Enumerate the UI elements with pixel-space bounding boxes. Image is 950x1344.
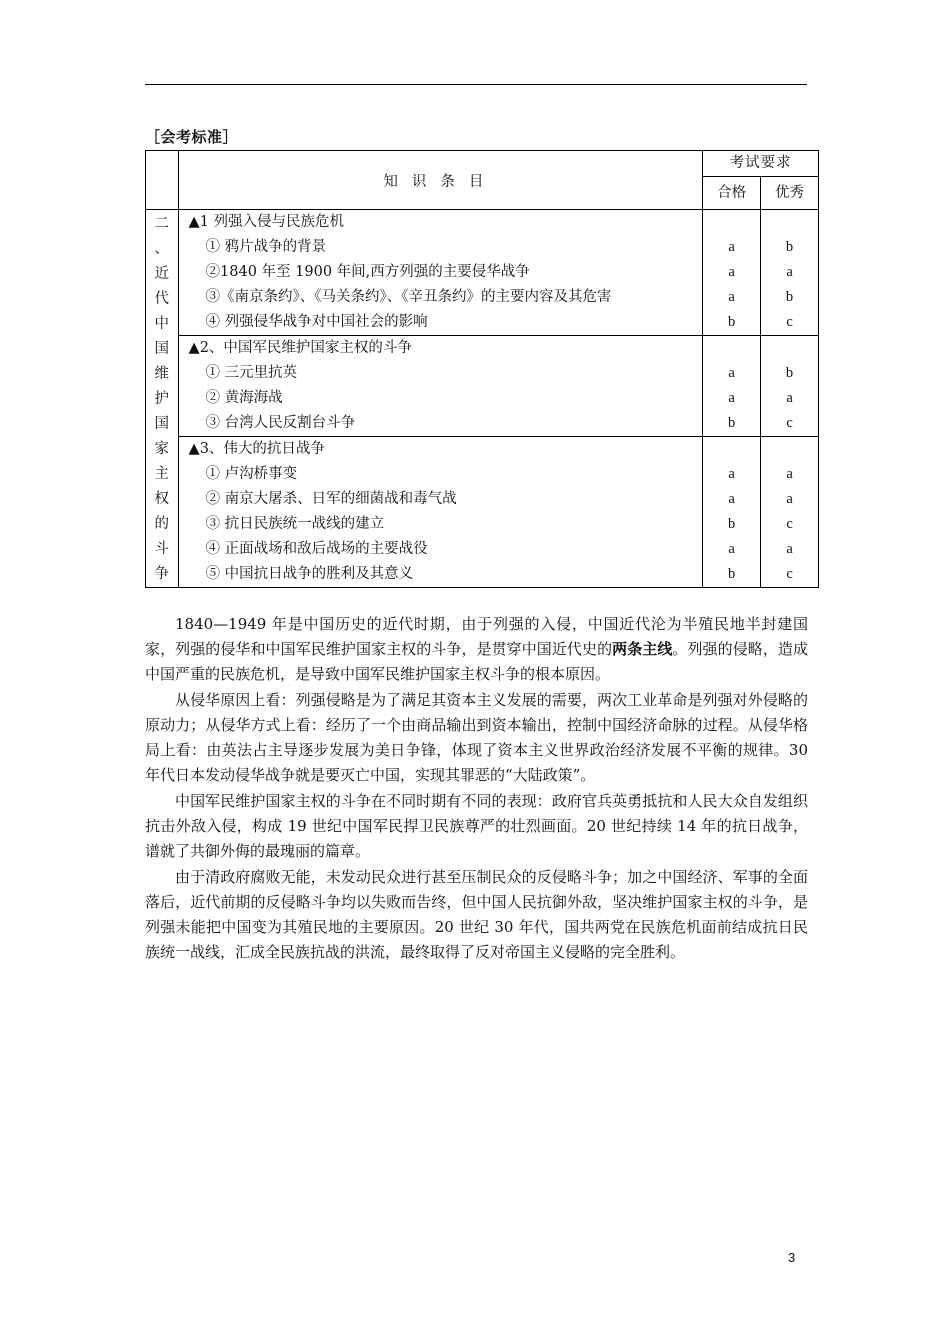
grade-value: a [728,289,735,305]
header-rule [145,84,807,85]
grade-value: a [728,541,735,557]
table-row [146,437,819,588]
grade-value: a [728,264,735,280]
grade-value: b [785,289,794,305]
group-title: ▲2、中国军民维护国家主权的斗争 [188,340,412,356]
section-heading: ［会考标准］ [145,128,239,146]
grade-value: c [786,415,793,431]
unit-char: 国 [154,341,170,357]
list-item: ④ 列强侵华战争对中国社会的影响 [205,314,428,330]
group-cell [178,210,703,336]
unit-char: 权 [154,491,170,507]
grade-value: a [728,239,735,255]
grade-value: b [728,314,736,330]
list-item: ③ 抗日民族统一战线的建立 [205,516,385,532]
requirement-header: 考试要求 [703,151,819,177]
group-title: ▲1 列强入侵与民族危机 [188,214,345,230]
unit-char: 家 [154,441,170,457]
grade-value: c [786,314,793,330]
pass-header: 合格 [703,177,761,210]
unit-char: 国 [154,416,170,432]
pass-grade-cell [703,437,761,588]
group-cell [178,437,703,588]
grade-value: a [728,466,735,482]
unit-char: 、 [154,241,170,257]
grade-value: b [785,239,794,255]
unit-char: 代 [154,291,170,307]
pass-grade-cell [703,210,761,336]
excellent-grade-cell [761,210,819,336]
unit-char: 中 [154,316,170,332]
grade-value: a [786,541,793,557]
grade-value: a [786,466,793,482]
list-item: ③《南京条约》、《马关条约》、《辛丑条约》的主要内容及其危害 [205,289,612,305]
knowledge-header: 知识条目 [178,151,703,210]
list-item: ④ 正面战场和敌后战场的主要战役 [205,541,428,557]
unit-char: 的 [154,516,170,532]
page-number: 3 [788,1250,796,1265]
grade-value: a [786,491,793,507]
table-header-row [146,151,819,177]
grade-value: c [786,566,793,582]
exam-standards-table [145,150,819,588]
list-item: ②1840 年至 1900 年间,西方列强的主要侵华战争 [205,264,530,280]
body-text [145,612,808,966]
excellent-header: 优秀 [761,177,819,210]
list-item: ② 黄海海战 [205,390,283,406]
paragraph: 由于清政府腐败无能，未发动民众进行甚至压制民众的反侵略斗争；加之中国经济、军事的全面落后，近代前期的反侵略斗争均以失败而告终，但中国人民抗御外敌，坚决维护国家主权的斗争，是列强未能把中国变为其殖民地的主要原因。20 世纪 30 年代，国共两党在民族危机面前结成抗日民族统一战线，汇成全民族抗战的洪流，最终取得了反对帝国主义侵略的完全胜利。 [145,868,808,961]
unit-char: 维 [154,366,170,382]
paragraph-text: 1840—1949 年是中国历史的近代时期，由于列强的入侵，中国近代沦为半殖民地半封建国家，列强的侵华和中国军民维护国家主权的斗争，是贯穿中国近代史的 [145,615,808,658]
unit-char: 主 [154,466,170,482]
grade-value: a [728,365,735,381]
grade-value: a [786,264,793,280]
grade-value: b [785,365,794,381]
unit-char: 斗 [154,541,170,557]
list-item: ① 卢沟桥事变 [205,466,298,482]
unit-char: 近 [154,266,170,282]
paragraph: 中国军民维护国家主权的斗争在不同时期有不同的表现：政府官兵英勇抵抗和人民大众自发组织抗击外敌入侵，构成 19 世纪中国军民捍卫民族尊严的壮烈画面。20 世纪持续 14 年的抗日战争，谱就了共御外侮的最瑰丽的篇章。 [145,792,808,860]
paragraph [145,612,808,687]
unit-char: 护 [154,391,170,407]
group-cell [178,336,703,437]
paragraph: 从侵华原因上看：列强侵略是为了满足其资本主义发展的需要，两次工业革命是列强对外侵略的原动力；从侵华方式上看：经历了一个由商品输出到资本输出，控制中国经济命脉的过程。从侵华格局上看：由英法占主导逐步发展为美日争锋，体现了资本主义世界政治经济发展不平衡的规律。30 年代日本发动侵华战争就是要灭亡中国，实现其罪恶的“大陆政策”。 [145,691,808,784]
unit-char: 二 [154,216,170,232]
list-item: ① 三元里抗英 [205,365,298,381]
grade-value: b [728,415,736,431]
grade-value: b [728,566,736,582]
excellent-grade-cell [761,336,819,437]
grade-value: a [728,491,735,507]
grade-value: a [786,390,793,406]
group-title: ▲3、伟大的抗日战争 [188,441,325,457]
table-row [146,210,819,336]
paragraph-text: 。列强的侵略，造成中国严重的民族危机，是导致中国军民维护国家主权斗争的根本原因。 [145,640,808,683]
list-item: ⑤ 中国抗日战争的胜利及其意义 [205,566,414,582]
list-item: ③ 台湾人民反割台斗争 [205,415,356,431]
unit-char: 争 [154,566,170,582]
grade-value: c [786,516,793,532]
pass-grade-cell [703,336,761,437]
emphasis-text: 两条主线 [612,640,673,658]
unit-label-cell [146,210,179,588]
grade-value: b [728,516,736,532]
table-row [146,336,819,437]
unit-header-cell [146,151,179,210]
list-item: ① 鸦片战争的背景 [205,239,327,255]
excellent-grade-cell [761,437,819,588]
grade-value: a [728,390,735,406]
list-item: ② 南京大屠杀、日军的细菌战和毒气战 [205,491,457,507]
